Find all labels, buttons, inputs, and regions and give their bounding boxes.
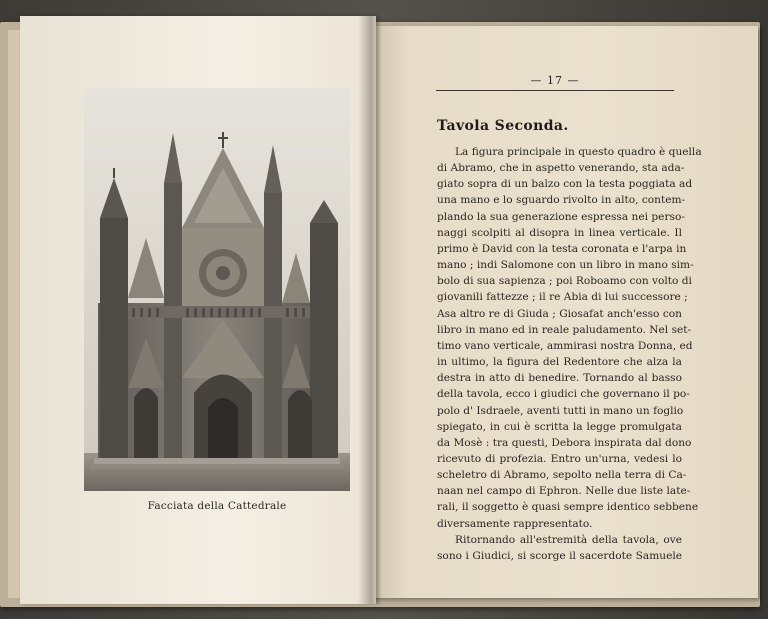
plate-caption: Facciata della Cattedrale: [147, 500, 287, 512]
book-gutter-shadow: [358, 16, 382, 604]
text-line: timo vano verticale, ammirasi nostra Donna, ed: [437, 339, 693, 352]
page-number: — 17 —: [530, 74, 580, 87]
text-line: destra in atto di benedire. Tornando al basso: [437, 372, 682, 385]
body-text: [437, 144, 702, 564]
text-line: della tavola, ecco i giudici che governano il po-: [437, 388, 690, 401]
text-line: plando la sua generazione espressa nei perso-: [437, 210, 685, 223]
text-line: naggi scolpiti al disopra in linea verticale. Il: [437, 226, 682, 239]
cathedral-facade-plate: [84, 88, 350, 491]
text-line: mano ; indi Salomone con un libro in mano sim-: [437, 259, 694, 272]
text-line: in ultimo, la figura del Redentore che alza la: [437, 356, 682, 369]
text-line: primo è David con la testa coronata e l'arpa in: [437, 242, 687, 255]
text-line: polo d' Isdraele, aventi tutti in mano un foglio: [437, 404, 684, 417]
text-line: Asa altro re di Giuda ; Giosafat anch'esso con: [437, 307, 682, 320]
text-line: rali, il soggetto è quasi sempre identico sebbene: [437, 501, 699, 514]
text-line: da Mosè : tra questi, Debora inspirata dal dono: [437, 436, 692, 449]
text-line: libro in mano ed in reale paludamento. Nel set-: [437, 323, 692, 336]
text-line: giovanili fattezze ; il re Abia di lui successore ;: [437, 291, 688, 304]
text-line: spiegato, in cui è scritta la legge promulgata: [437, 420, 682, 433]
text-line: naan nel campo di Ephron. Nelle due liste late-: [437, 485, 691, 498]
cathedral-facade-illustration: [84, 88, 350, 491]
text-line: La figura principale in questo quadro è quella: [455, 146, 702, 158]
section-title: Tavola Seconda.: [437, 118, 569, 134]
text-line: una mano e lo sguardo rivolto in alto, contem-: [437, 194, 686, 207]
text-line: giato sopra di un balzo con la testa poggiata ad: [437, 178, 693, 191]
text-line: ricevuto di profezia. Entro un'urna, vedesi lo: [437, 452, 682, 465]
text-line: Ritornando all'estremità della tavola, ove: [455, 533, 682, 546]
text-line: bolo di sua sapienza ; poi Roboamo con volto di: [437, 275, 692, 288]
text-line: sono i Giudici, si scorge il sacerdote Samuele: [437, 549, 682, 562]
text-line: di Abramo, che in aspetto venerando, sta ada-: [437, 162, 685, 175]
text-line: scheletro di Abramo, sepolto nella terra di Ca-: [437, 469, 687, 482]
header-rule: [436, 90, 674, 91]
text-line: diversamente rappresentato.: [437, 517, 593, 530]
